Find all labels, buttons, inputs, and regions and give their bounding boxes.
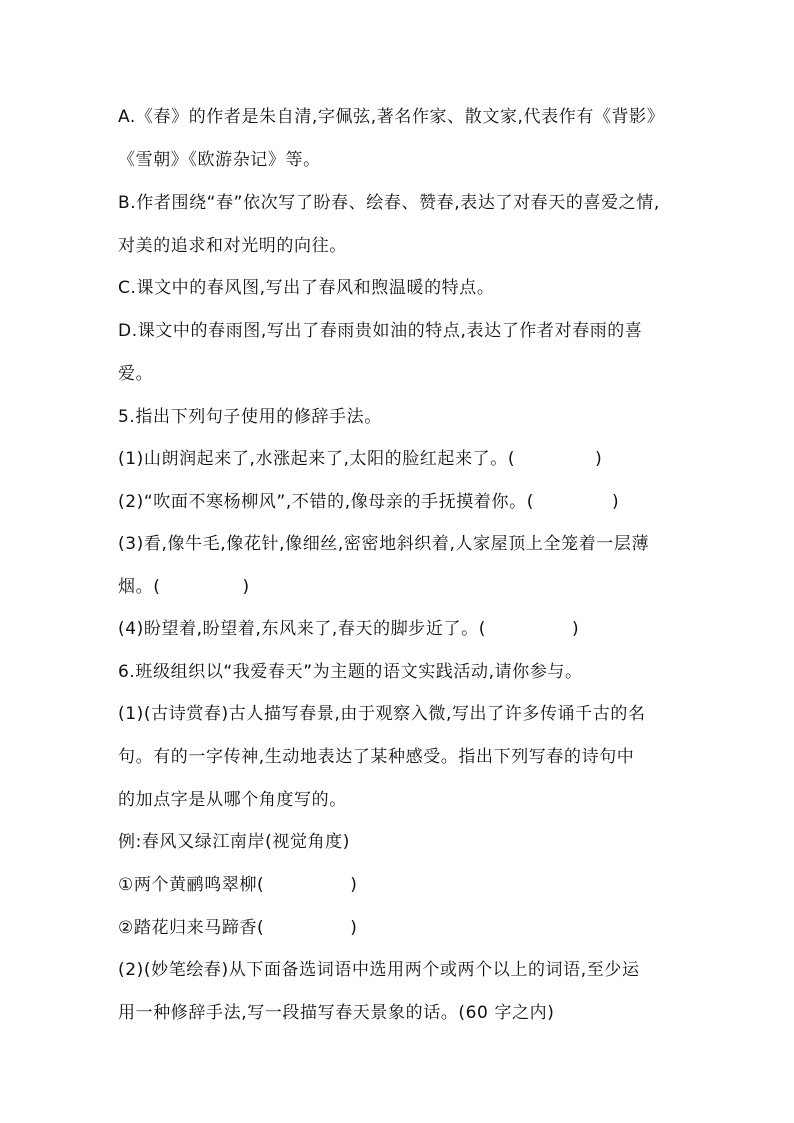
question-5-item-3-line-1: (3)看,像牛毛,像花针,像细丝,密密地斜织着,人家屋顶上全笼着一层薄 (118, 534, 650, 554)
option-a-line-2: 《雪朝》《欧游杂记》等。 (118, 150, 321, 170)
question-5-title: 5.指出下列句子使用的修辞手法。 (118, 407, 382, 427)
question-6-part-1-line-3: 的加点字是从哪个角度写的。 (118, 790, 347, 810)
poem-1-text: ①两个黄鹂鸣翠柳( (118, 875, 265, 895)
option-d-line-2: 爱。 (118, 364, 154, 384)
option-b-line-2: 对美的追求和对光明的向往。 (118, 236, 347, 256)
question-5-item-4 (118, 618, 690, 640)
item-4-close: ) (571, 619, 580, 639)
item-1-text: (1)山朗润起来了,水涨起来了,太阳的脸红起来了。( (118, 449, 516, 469)
option-b-line-1: B.作者围绕“春”依次写了盼春、绘春、赞春,表达了对春天的喜爱之情, (118, 193, 660, 213)
question-6-title: 6.班级组织以“我爱春天”为主题的语文实践活动,请你参与。 (118, 662, 583, 682)
question-5-item-2 (118, 491, 690, 513)
option-d-line-1: D.课文中的春雨图,写出了春雨贵如油的特点,表达了作者对春雨的喜 (118, 321, 643, 341)
item-3-text: 烟。( (118, 577, 161, 597)
poem-2-close: ) (350, 918, 358, 938)
item-1-close: ) (595, 449, 603, 469)
question-6-part-1-line-1: (1)(古诗赏春)古人描写春景,由于观察入微,写出了许多传诵千古的名 (118, 704, 646, 724)
poem-item-2 (118, 917, 690, 939)
item-2-close: ) (611, 492, 620, 512)
item-4-text: (4)盼望着,盼望着,东风来了,春天的脚步近了。( (118, 619, 486, 639)
poem-2-text: ②踏花归来马蹄香( (118, 918, 265, 938)
item-3-close: ) (242, 577, 250, 597)
question-6-part-1-line-2: 句。有的一字传神,生动地表达了某种感受。指出下列写春的诗句中 (118, 747, 635, 767)
poem-item-1 (118, 874, 690, 896)
poem-1-close: ) (350, 875, 358, 895)
item-2-text: (2)“吹面不寒杨柳风”,不错的,像母亲的手抚摸着你。( (118, 492, 534, 512)
option-c-line: C.课文中的春风图,写出了春风和煦温暖的特点。 (118, 278, 495, 298)
example-line: 例:春风又绿江南岸(视觉角度) (118, 832, 350, 852)
question-6-part-2-line-1: (2)(妙笔绘春)从下面备选词语中选用两个或两个以上的词语,至少运 (118, 960, 640, 980)
option-a-line-1: A.《春》的作者是朱自清,字佩弦,著名作家、散文家,代表作有《背影》 (118, 107, 665, 127)
question-5-item-3-line-2 (118, 576, 690, 598)
question-5-item-1 (118, 448, 690, 470)
question-6-part-2-line-2: 用一种修辞手法,写一段描写春天景象的话。(60 字之内) (118, 1003, 555, 1023)
